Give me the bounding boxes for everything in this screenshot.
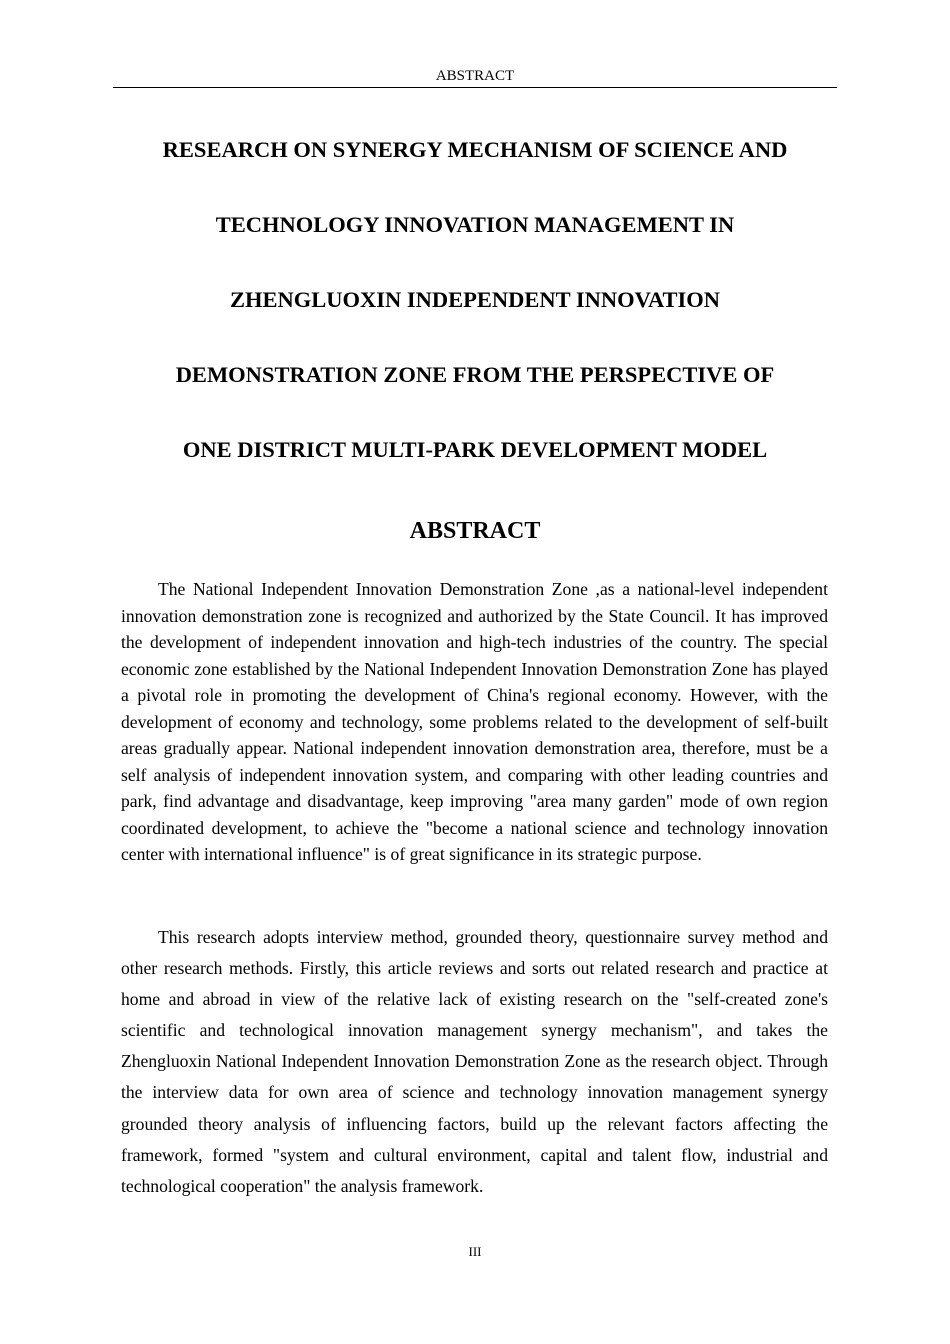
abstract-paragraph: This research adopts interview method, grounded theory, questionnaire survey method and other research methods. Firstly, this article reviews and sorts out related research and practice at home and abroad in view of the relative lack of existing research on the "self-created zone's scientific and technological innovation management synergy mechanism", and takes the Zhengluoxin National Independent Innovation Demonstration Zone as the research object. Through the interview data for own area of science and technology innovation management synergy grounded theory analysis of influencing factors, build up the relevant factors affecting the framework, formed "system and cultural environment, capital and talent flow, industrial and technological cooperation" the analysis framework. [121, 927, 828, 1196]
title-line: DEMONSTRATION ZONE FROM THE PERSPECTIVE OF [175, 362, 775, 387]
abstract-paragraph: The National Independent Innovation Demonstration Zone ,as a national-level independent innovation demonstration zone is recognized and authorized by the State Council. It has improved the development of independent innovation and high-tech industries of the country. The special economic zone established by the National Independent Innovation Demonstration Zone has played a pivotal role in promoting the development of China's regional economy. However, with the development of economy and technology, some problems related to the development of self-built areas gradually appear. National independent innovation demonstration area, therefore, must be a self analysis of independent innovation system, and comparing with other leading countries and park, find advantage and disadvantage, keep improving "area many garden" mode of own region coordinated development, to achieve the "become a national science and technology innovation center with international influence" is of great significance in its strategic purpose. [121, 579, 828, 864]
page-number: III [468, 1244, 482, 1259]
running-header: ABSTRACT [113, 66, 837, 88]
title-line: ZHENGLUOXIN INDEPENDENT INNOVATION [229, 287, 721, 312]
abstract-heading: ABSTRACT [409, 518, 541, 544]
title-line: ONE DISTRICT MULTI-PARK DEVELOPMENT MODEL [182, 437, 768, 462]
paper-title [113, 130, 837, 505]
title-line: RESEARCH ON SYNERGY MECHANISM OF SCIENCE AND [162, 137, 788, 162]
title-line: TECHNOLOGY INNOVATION MANAGEMENT IN [215, 212, 735, 237]
